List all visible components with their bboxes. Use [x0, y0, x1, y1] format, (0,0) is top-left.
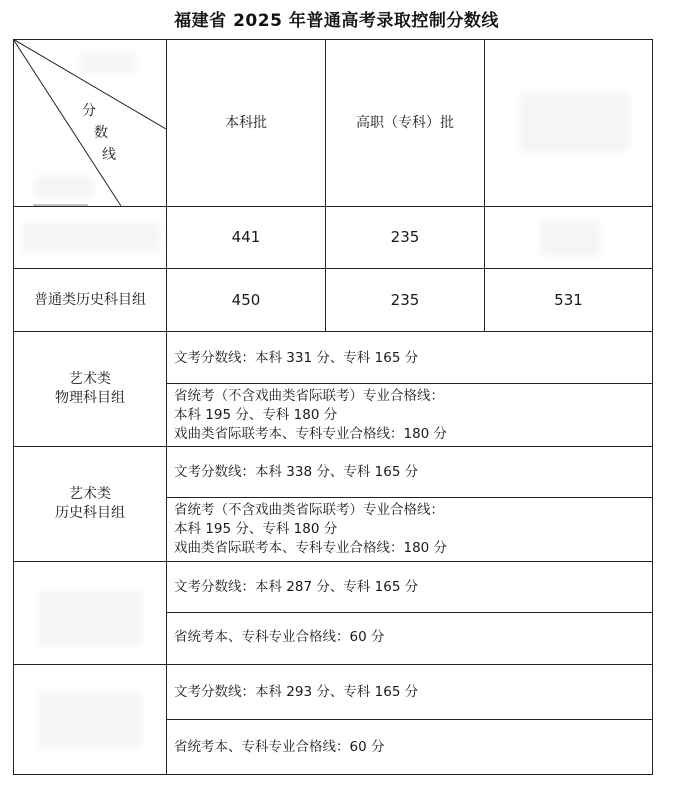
corner-label-1: 分 [82, 103, 96, 119]
corner-label-2: 数 [94, 125, 108, 141]
row-divider [166, 612, 652, 613]
culture-score-line: 文考分数线：本科 287 分、专科 165 分 [174, 579, 419, 595]
culture-score-line: 文考分数线：本科 293 分、专科 165 分 [174, 684, 419, 700]
column-header-vocational: 高职（专科）批 [356, 114, 454, 131]
label-line: 艺术类 [69, 486, 111, 503]
corner-label-3: 线 [102, 147, 116, 163]
row-divider [166, 383, 652, 384]
redacted-row-label [22, 222, 160, 252]
professional-score-line: 省统考本、专科专业合格线：60 分 [174, 739, 385, 755]
redacted-column-header [520, 92, 630, 152]
culture-score-line: 文考分数线：本科 331 分、专科 165 分 [174, 350, 419, 366]
table-border-bottom [13, 774, 652, 775]
column-header-bachelor: 本科批 [225, 114, 267, 131]
row-label-history: 普通类历史科目组 [34, 291, 146, 308]
score-cell: 441 [231, 228, 261, 247]
score-cell: 235 [390, 228, 420, 247]
row-divider [166, 497, 652, 498]
redacted-header-label [34, 176, 94, 198]
label-line: 物理科目组 [55, 390, 125, 406]
row-divider [166, 719, 652, 720]
score-cell: 235 [390, 290, 420, 309]
row-divider [13, 664, 652, 665]
professional-score-line: 省统考（不含戏曲类省际联考）专业合格线： [174, 388, 444, 404]
professional-score-line: 本科 195 分、专科 180 分 [174, 407, 338, 423]
label-line: 历史科目组 [55, 505, 125, 521]
culture-score-line: 文考分数线：本科 338 分、专科 165 分 [174, 464, 419, 480]
professional-score-line: 本科 195 分、专科 180 分 [174, 521, 338, 537]
professional-score-line: 省统考（不含戏曲类省际联考）专业合格线： [174, 502, 444, 518]
score-cell: 531 [554, 290, 583, 309]
page-title: 福建省 2025 年普通高考录取控制分数线 [174, 11, 499, 31]
row-label-arts-physics [14, 332, 166, 446]
label-line: 艺术类 [69, 371, 111, 388]
professional-score-line: 戏曲类省际联考本、专科专业合格线：180 分 [174, 426, 448, 442]
professional-score-line: 省统考本、专科专业合格线：60 分 [174, 629, 385, 645]
table-border-right [652, 39, 653, 775]
row-label-arts-history [14, 447, 166, 561]
professional-score-line: 戏曲类省际联考本、专科专业合格线：180 分 [174, 540, 448, 556]
row-divider [13, 561, 652, 562]
score-cell: 450 [231, 290, 261, 309]
redacted-row-label [38, 590, 142, 646]
redacted-header-label [80, 52, 136, 74]
redacted-row-label [38, 692, 142, 748]
redacted-score [540, 220, 600, 256]
